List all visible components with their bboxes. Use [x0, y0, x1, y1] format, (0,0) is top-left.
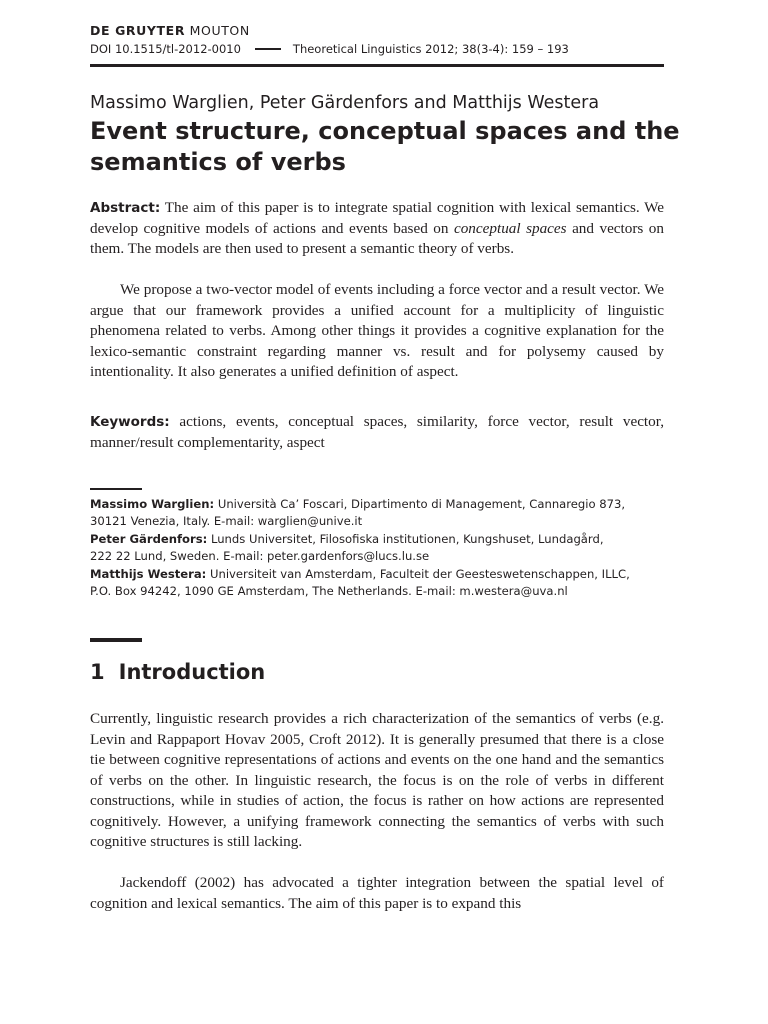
section-title: Introduction [118, 660, 266, 684]
keywords-text: actions, events, conceptual spaces, similarity, force vector, result vector, manner/result complementarity, aspect [90, 413, 664, 451]
publisher-name-bold: DE GRUYTER [90, 23, 186, 38]
keywords-label: Keywords: [90, 414, 170, 430]
affiliation-line: 30121 Venezia, Italy. E-mail: warglien@unive.it [90, 514, 363, 529]
abstract-text-a: The aim of this paper is to integrate spatial cognition with lexical semantics. We develop cognitive models of actions and events based on [90, 199, 664, 237]
keywords [90, 412, 664, 453]
abstract-paragraph-2: We propose a two-vector model of events including a force vector and a result vector. We argue that our framework provides a unified account for a multiplicity of linguistic phenomena related to verbs. Among other things it provides a cognitive explanation for the lexico-semantic constraint regarding manner vs. result and for polysemy caused by intentionality. It also generates a unified definition of aspect. [90, 281, 664, 380]
footnote-rule [90, 488, 142, 490]
affiliation-line [90, 496, 690, 513]
section-rule [90, 638, 142, 642]
intro-paragraph-2: Jackendoff (2002) has advocated a tighter integration between the spatial level of cognition and lexical semantics. The aim of this paper is to expand this [90, 874, 664, 912]
doi-line [90, 42, 664, 56]
affiliation-name: Peter Gärdenfors: [90, 531, 208, 546]
affiliation-line: P.O. Box 94242, 1090 GE Amsterdam, The Netherlands. E-mail: m.westera@uva.nl [90, 584, 568, 599]
journal-citation: Theoretical Linguistics 2012; 38(3-4): 159 – 193 [292, 42, 569, 56]
affiliation-address: Lunds Universitet, Filosofiska institutionen, Kungshuset, Lundagård, [210, 531, 604, 546]
affiliation-address: Universiteit van Amsterdam, Faculteit der Geesteswetenschappen, ILLC, [210, 566, 630, 581]
paper-title: Event structure, conceptual spaces and the semantics of verbs [90, 117, 680, 176]
separator-dash [255, 48, 281, 50]
affiliation-line [90, 566, 690, 583]
section-number: 1 [90, 660, 105, 684]
affiliation-name: Matthijs Westera: [90, 566, 207, 581]
affiliation-address: Università Ca’ Foscari, Dipartimento di Management, Cannaregio 873, [217, 497, 626, 511]
doi-link[interactable]: DOI 10.1515/tl-2012-0010 [90, 42, 241, 56]
author-list: Massimo Warglien, Peter Gärdenfors and Matthijs Westera [90, 93, 600, 113]
section-heading [90, 660, 265, 684]
abstract-text-b: and vectors on them. The models are then used to present a semantic theory of verbs. [90, 219, 664, 257]
affiliation-line: 222 22 Lund, Sweden. E-mail: peter.gardenfors@lucs.lu.se [90, 549, 430, 564]
intro-paragraph-1: Currently, linguistic research provides a rich characterization of the semantics of verbs (e.g. Levin and Rappaport Hovav 2005, Croft 2012). It is generally presumed that there is a close tie between cognitive representations of actions and events on the one hand and the semantics of verbs on the other. In linguistic research, the focus is on the role of verbs in different constructions, while in studies of action, the focus is rather on how actions are represented cognitively. However, a unifying framework connecting the semantics of verbs with such cognitive structures is still lacking. [90, 710, 664, 850]
affiliation-name: Massimo Warglien: [90, 497, 215, 511]
affiliation-line [90, 531, 690, 548]
publisher-logo [90, 23, 250, 38]
affiliations [90, 496, 690, 600]
abstract-emphasis: conceptual spaces [453, 219, 567, 237]
header-rule [90, 64, 664, 67]
abstract-label: Abstract: [90, 200, 161, 216]
publisher-imprint: MOUTON [189, 23, 250, 38]
abstract-paragraph-1 [90, 198, 664, 260]
